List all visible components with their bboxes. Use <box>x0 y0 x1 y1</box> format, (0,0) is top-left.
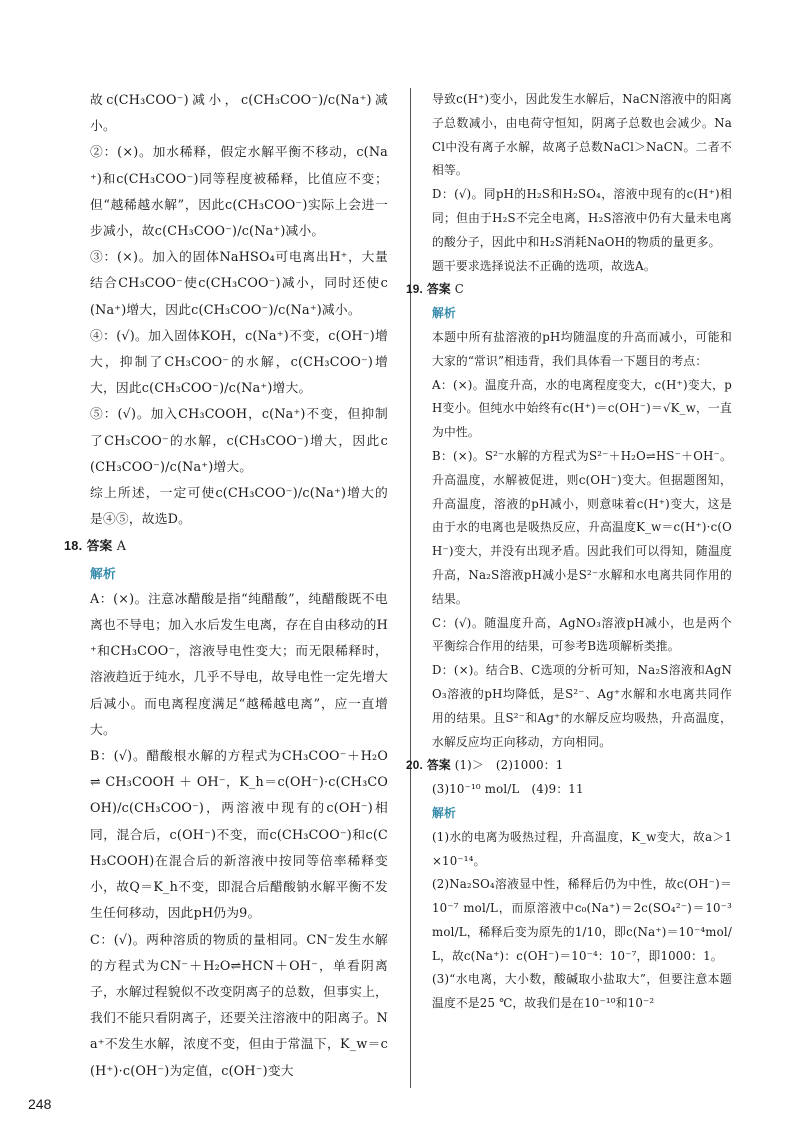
paragraph: (3)“水电离，大小数，酸碱取小盐取大”，但要注意本题温度不是25 ℃，故我们是在10⁻¹⁰和10⁻² <box>432 972 732 1011</box>
paragraph: D：(√)。同pH的H₂S和H₂SO₄，溶液中现有的c(H⁺)相同；但由于H₂S不完全电离，H₂S溶液中仍有大量未电离的酸分子，因此中和H₂S消耗NaOH的物质的量更多。 <box>432 187 732 249</box>
answer-value: A <box>116 539 127 555</box>
paragraph: A：(×)。温度升高，水的电离程度变大，c(H⁺)变大，pH变小。但纯水中始终有c(H⁺)＝c(OH⁻)＝√K_w，一直为中性。 <box>432 377 732 440</box>
answer-value: C <box>454 282 464 297</box>
paragraph: D：(×)。结合B、C选项的分析可知，Na₂S溶液和AgNO₃溶液的pH均降低，是S²⁻、Ag⁺水解和水电离共同作用的结果。且S²⁻和Ag⁺的水解反应均吸热，升高温度，水解反应均正向移动，方向相同。 <box>432 663 732 749</box>
analysis-label: 解析 <box>90 565 116 581</box>
column-divider <box>410 88 411 1088</box>
paragraph: 题干要求选择说法不正确的选项，故选A。 <box>432 258 656 273</box>
paragraph: (1)水的电离为吸热过程，升高温度，K_w变大，故a＞1×10⁻¹⁴。 <box>432 829 732 868</box>
paragraph: ②：(×)。加水稀释，假定水解平衡不移动，c(Na⁺)和c(CH₃COO⁻)同等程度被稀释，比值应不变；但“越稀越水解”，因此c(CH₃COO⁻)实际上会进一步减小，故c(CH₃COO⁻)/c(Na⁺)减小。 <box>90 145 388 240</box>
question-18-header <box>64 533 388 560</box>
question-number: 19. <box>406 283 423 297</box>
answer-label: 答案 <box>86 539 113 555</box>
paragraph: B：(√)。醋酸根水解的方程式为CH₃COO⁻＋H₂O ⇌ CH₃COOH ＋ OH⁻，K_h＝c(OH⁻)·c(CH₃COOH)/c(CH₃COO⁻)，两溶液中现有的c(OH⁻)相同，混合后，c(OH⁻)不变，而c(CH₃COO⁻)和c(CH₃COOH)在混合后的新溶液中按同等倍率稀释变小，故Q＝K_h不变，即混合后醋酸钠水解平衡不发生任何移动，因此pH仍为9。 <box>90 749 388 922</box>
right-column <box>406 88 732 1016</box>
question-number: 20. <box>406 759 423 773</box>
analysis-label: 解析 <box>432 307 456 321</box>
analysis-label: 解析 <box>432 806 456 820</box>
paragraph: C：(√)。两种溶质的物质的量相同。CN⁻发生水解的方程式为CN⁻＋H₂O⇌HCN＋OH⁻，单看阴离子，水解过程貌似不改变阴离子的总数，但事实上，我们不能只看阴离子，还要关注溶液中的阳离子。Na⁺不发生水解，浓度不变，但由于常温下，K_w＝c(H⁺)·c(OH⁻)为定值，c(OH⁻)变大 <box>90 932 388 1079</box>
paragraph: 故c(CH₃COO⁻)减小，c(CH₃COO⁻)/c(Na⁺)减小。 <box>90 93 388 135</box>
paragraph: ③：(×)。加入的固体NaHSO₄可电离出H⁺，大量结合CH₃COO⁻使c(CH₃COO⁻)减小，同时还使c(Na⁺)增大，因此c(CH₃COO⁻)/c(Na⁺)减小。 <box>90 250 388 318</box>
question-20-header <box>406 754 732 778</box>
paragraph: 导致c(H⁺)变小，因此发生水解后，NaCN溶液中的阳离子总数减小，由电荷守恒知，阴离子总数也会减少。NaCl中没有离子水解，故离子总数NaCl＞NaCN。二者不相等。 <box>432 92 732 178</box>
paragraph: B：(×)。S²⁻水解的方程式为S²⁻＋H₂O⇌HS⁻＋OH⁻。升高温度，水解被促进，则c(OH⁻)变大。但据题图知，升高温度，溶液的pH减小，则意味着c(H⁺)变大，这是由于水的电离也是吸热反应，升高温度K_w＝c(H⁺)·c(OH⁻)变大，并没有出现矛盾。因此我们可以得知，随温度升高，Na₂S溶液pH减小是S²⁻水解和水电离共同作用的结果。 <box>432 448 732 606</box>
paragraph: 综上所述，一定可使c(CH₃COO⁻)/c(Na⁺)增大的是④⑤，故选D。 <box>90 486 388 528</box>
paragraph: ④：(√)。加入固体KOH，c(Na⁺)不变，c(OH⁻)增大，抑制了CH₃COO⁻的水解，c(CH₃COO⁻)增大，因此c(CH₃COO⁻)/c(Na⁺)增大。 <box>90 328 388 397</box>
paragraph: ⑤：(√)。加入CH₃COOH，c(Na⁺)不变，但抑制了CH₃COO⁻的水解，c(CH₃COO⁻)增大，因此c(CH₃COO⁻)/c(Na⁺)增大。 <box>90 407 388 475</box>
paragraph: 本题中所有盐溶液的pH均随温度的升高而减小，可能和大家的“常识”相违背，我们具体看一下题目的考点： <box>432 329 732 368</box>
paragraph: C：(√)。随温度升高，AgNO₃溶液pH减小，也是两个平衡综合作用的结果，可参考B选项解析类推。 <box>432 615 732 654</box>
page-number: 248 <box>28 1096 52 1112</box>
answer-label: 答案 <box>426 758 451 773</box>
paragraph: A：(×)。注意冰醋酸是指“纯醋酸”，纯醋酸既不电离也不导电；加入水后发生电离，存在自由移动的H⁺和CH₃COO⁻，溶液导电性变大；而无限稀释时，溶液趋近于纯水，几乎不导电，故导电性一定先增大后减小。而电离程度满足“越稀越电离”，应一直增大。 <box>90 591 388 738</box>
answer-label: 答案 <box>426 282 451 297</box>
answer-line: (3)10⁻¹⁰ mol/L (4)9：11 <box>432 782 584 797</box>
left-column <box>64 88 388 1085</box>
paragraph: (2)Na₂SO₄溶液显中性，稀释后仍为中性，故c(OH⁻)＝10⁻⁷ mol/L，而原溶液中c₀(Na⁺)＝2c(SO₄²⁻)＝10⁻³mol/L，稀释后变为原先的1/10，即c(Na⁺)＝10⁻⁴mol/L，故c(Na⁺)：c(OH⁻)＝10⁻⁴：10⁻⁷，即1000：1。 <box>432 877 732 963</box>
answer-value: (1)＞ (2)1000：1 <box>454 758 564 773</box>
question-19-header <box>406 278 732 302</box>
question-number: 18. <box>64 538 83 554</box>
